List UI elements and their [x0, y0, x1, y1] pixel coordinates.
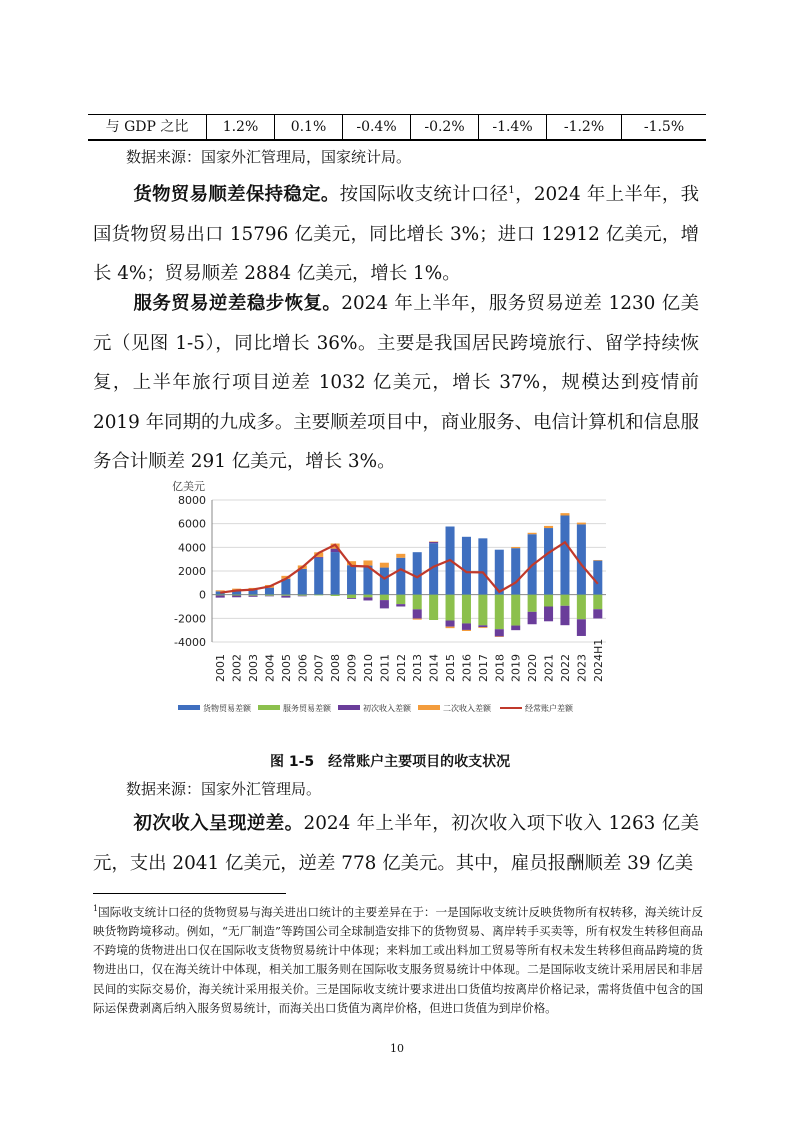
table-cell: -0.4%: [342, 115, 410, 139]
bar: [511, 626, 520, 631]
x-tick-label: 2022: [558, 654, 572, 682]
x-tick-label: 2008: [329, 654, 343, 682]
bar: [544, 607, 553, 622]
bar: [413, 595, 422, 610]
bar: [462, 623, 471, 630]
bar: [249, 595, 258, 596]
x-tick-label: 2015: [444, 654, 458, 682]
x-tick-label: 2021: [542, 654, 556, 682]
current-account-series-line: [220, 542, 598, 593]
bar: [593, 595, 602, 610]
bar: [347, 598, 356, 599]
y-tick-label: -4000: [174, 636, 206, 649]
x-tick-label: 2006: [296, 654, 310, 682]
bar: [495, 595, 504, 630]
table-cell: -0.2%: [410, 115, 478, 139]
bar: [577, 523, 586, 525]
bar: [478, 538, 487, 594]
bar: [314, 558, 323, 595]
figure-caption: 图 1-5 经常账户主要项目的收支状况: [270, 754, 511, 770]
legend-swatch: [338, 705, 360, 710]
bar: [528, 533, 537, 534]
bar: [232, 595, 241, 597]
paragraph-text: 2024 年上半年，初次收入项下收入 1263 亿美元，支出 2041 亿美元，逆差 778 亿美元。其中，雇员报酬顺差 39 亿美: [93, 813, 699, 874]
bar: [544, 526, 553, 528]
paragraph-goods-trade: [93, 171, 699, 294]
bar: [478, 627, 487, 628]
data-source-note: 数据来源：国家外汇管理局。: [126, 780, 322, 798]
legend-label: 二次收入差额: [443, 704, 491, 713]
bar: [216, 595, 225, 596]
bar: [495, 636, 504, 637]
bar: [577, 595, 586, 620]
x-tick-label: 2002: [230, 654, 244, 682]
paragraph-text: 按国际收支统计口径: [339, 184, 509, 206]
paragraph-primary-income: [93, 804, 699, 883]
bar: [331, 595, 340, 596]
bar: [544, 595, 553, 607]
x-tick-label: 2003: [247, 654, 261, 682]
y-tick-label: 2000: [178, 565, 206, 578]
bar: [511, 547, 520, 548]
bar: [478, 625, 487, 627]
paragraph-heading: 初次收入呈现逆差。: [133, 813, 304, 834]
current-account-line: [220, 542, 598, 593]
bar: [380, 568, 389, 595]
x-tick-label: 2016: [460, 654, 474, 682]
bar: [511, 548, 520, 595]
bar: [347, 595, 356, 598]
bar: [593, 561, 602, 595]
legend-label: 货物贸易差额: [203, 704, 251, 713]
x-tick-label: 2017: [476, 654, 490, 682]
bar: [446, 627, 455, 629]
bar: [298, 595, 307, 596]
legend-swatch: [258, 705, 280, 710]
x-tick-labels: [214, 639, 605, 682]
y-tick-label: 6000: [178, 517, 206, 531]
bar: [495, 629, 504, 636]
bar: [396, 604, 405, 606]
bar: [478, 595, 487, 626]
bar: [560, 513, 569, 515]
bar: [265, 595, 274, 596]
bar: [560, 516, 569, 595]
bar: [544, 528, 553, 595]
legend-label: 初次收入差额: [363, 704, 411, 713]
paragraph-services-trade: [93, 284, 699, 482]
bar: [560, 595, 569, 606]
bar: [249, 596, 258, 597]
table-cell: -1.5%: [621, 115, 706, 139]
bar: [462, 630, 471, 631]
bar: [462, 537, 471, 595]
footnote-ref[interactable]: 1: [508, 185, 515, 196]
bar: [413, 609, 422, 618]
x-tick-label: 2020: [526, 654, 540, 682]
legend-swatch: [418, 705, 440, 710]
bar: [446, 620, 455, 626]
bar: [363, 595, 372, 598]
bar: [380, 563, 389, 568]
bar: [281, 595, 290, 596]
bar: [298, 569, 307, 595]
page-number: 10: [390, 1042, 404, 1055]
x-tick-label: 2005: [279, 654, 293, 682]
paragraph-heading: 货物贸易顺差保持稳定。: [133, 184, 340, 206]
y-tick-label: 0: [199, 588, 206, 602]
bar: [216, 595, 225, 597]
bar: [314, 595, 323, 596]
table-cell: 1.2%: [206, 115, 274, 139]
bar: [593, 609, 602, 618]
current-account-chart: [160, 474, 620, 726]
bar: [363, 560, 372, 565]
row-label: 与 GDP 之比: [105, 119, 189, 135]
y-tick-label: 8000: [178, 494, 206, 507]
bar: [462, 595, 471, 624]
bar: [281, 596, 290, 598]
bar: [413, 619, 422, 620]
y-tick-labels: [174, 494, 206, 649]
table-cell: 0.1%: [274, 115, 342, 139]
legend-label: 服务贸易差额: [283, 704, 331, 713]
y-tick-label: 4000: [178, 541, 206, 555]
bar: [232, 595, 241, 596]
y-axis-unit: 亿美元: [172, 480, 205, 493]
legend-label: 经常账户差额: [525, 704, 573, 713]
footnote-text: 国际收支统计口径的货物贸易与海关进出口统计的主要差异在于：一是国际收支统计反映货物所有权转移，海关统计反映货物跨境移动。例如，“无厂制造”等跨国公司全球制造安排下的货物贸易、离岸转手买卖等，所有权发生转移但商品不跨境的货物进出口仅在国际收支货物贸易统计中体现；来料加工或出料加工贸易等所有权未发生转移但商品跨境的货物进出口，仅在海关统计中体现，相关加工服务则在国际收支服务贸易统计中体现。二是国际收支统计采用居民和非居民间的实际交易价，海关统计采用报关价。三是国际收支统计要求进出口货值均按离岸价格记录，需将货值中包含的国际运保费剥离后纳入服务贸易统计，而海关出口货值为离岸价格，但进口货值为到岸价格。: [93, 904, 703, 1015]
bar: [265, 588, 274, 595]
legend: [178, 703, 574, 713]
x-tick-label: 2007: [312, 654, 326, 682]
x-tick-label: 2014: [427, 654, 441, 682]
x-tick-label: 2023: [575, 654, 589, 682]
bar: [528, 595, 537, 612]
bar: [265, 596, 274, 597]
bar: [413, 552, 422, 594]
legend-swatch: [178, 705, 200, 710]
x-tick-label: 2010: [361, 654, 375, 682]
bar: [363, 597, 372, 600]
table-cell: -1.4%: [478, 115, 546, 139]
footnote-divider: [93, 893, 286, 894]
bar: [396, 558, 405, 595]
x-tick-label: 2019: [509, 654, 523, 682]
x-tick-label: 2001: [214, 654, 228, 682]
bar: [429, 542, 438, 543]
table-cell: -1.2%: [546, 115, 621, 139]
bar: [396, 595, 405, 604]
x-tick-label: 2004: [263, 654, 277, 682]
bar: [298, 596, 307, 597]
data-source-note: 数据来源：国家外汇管理局，国家统计局。: [126, 148, 412, 166]
bar: [347, 565, 356, 594]
x-tick-label: 2013: [411, 654, 425, 682]
y-tick-label: -2000: [174, 612, 206, 626]
paragraph-text: 2024 年上半年，服务贸易逆差 1230 亿美元（见图 1-5），同比增长 36%。主要是我国居民跨境旅行、留学持续恢复，上半年旅行项目逆差 1032 亿美元，增长 37%，规模达到疫情前 2019 年同期的九成多。主要顺差项目中，商业服务、电信计算机和信息服务合计顺差 291 亿美元，增长 3%。: [93, 293, 699, 473]
x-tick-label: 2024H1: [591, 638, 605, 682]
bar: [511, 595, 520, 626]
bar: [396, 554, 405, 558]
footnote: [93, 899, 703, 1018]
paragraph-text: ，2024 年上半年，我国货物贸易出口 15796 亿美元，同比增长 3%；进口 12912 亿美元，增长 4%；贸易顺差 2884 亿美元，增长 1%。: [93, 184, 699, 285]
bar: [560, 606, 569, 625]
bar: [446, 595, 455, 621]
gdp-ratio-table-row: [88, 114, 706, 141]
bar: [380, 595, 389, 600]
bar: [429, 595, 438, 620]
paragraph-heading: 服务贸易逆差稳步恢复。: [133, 293, 342, 314]
bar: [331, 552, 340, 595]
bar: [577, 619, 586, 636]
bar: [528, 612, 537, 624]
bar: [380, 600, 389, 608]
bar: [593, 560, 602, 561]
footnote-marker: 1: [93, 904, 99, 913]
x-tick-label: 2011: [378, 654, 392, 682]
x-tick-label: 2018: [493, 654, 507, 682]
x-tick-label: 2009: [345, 654, 359, 682]
x-tick-label: 2012: [394, 654, 408, 682]
